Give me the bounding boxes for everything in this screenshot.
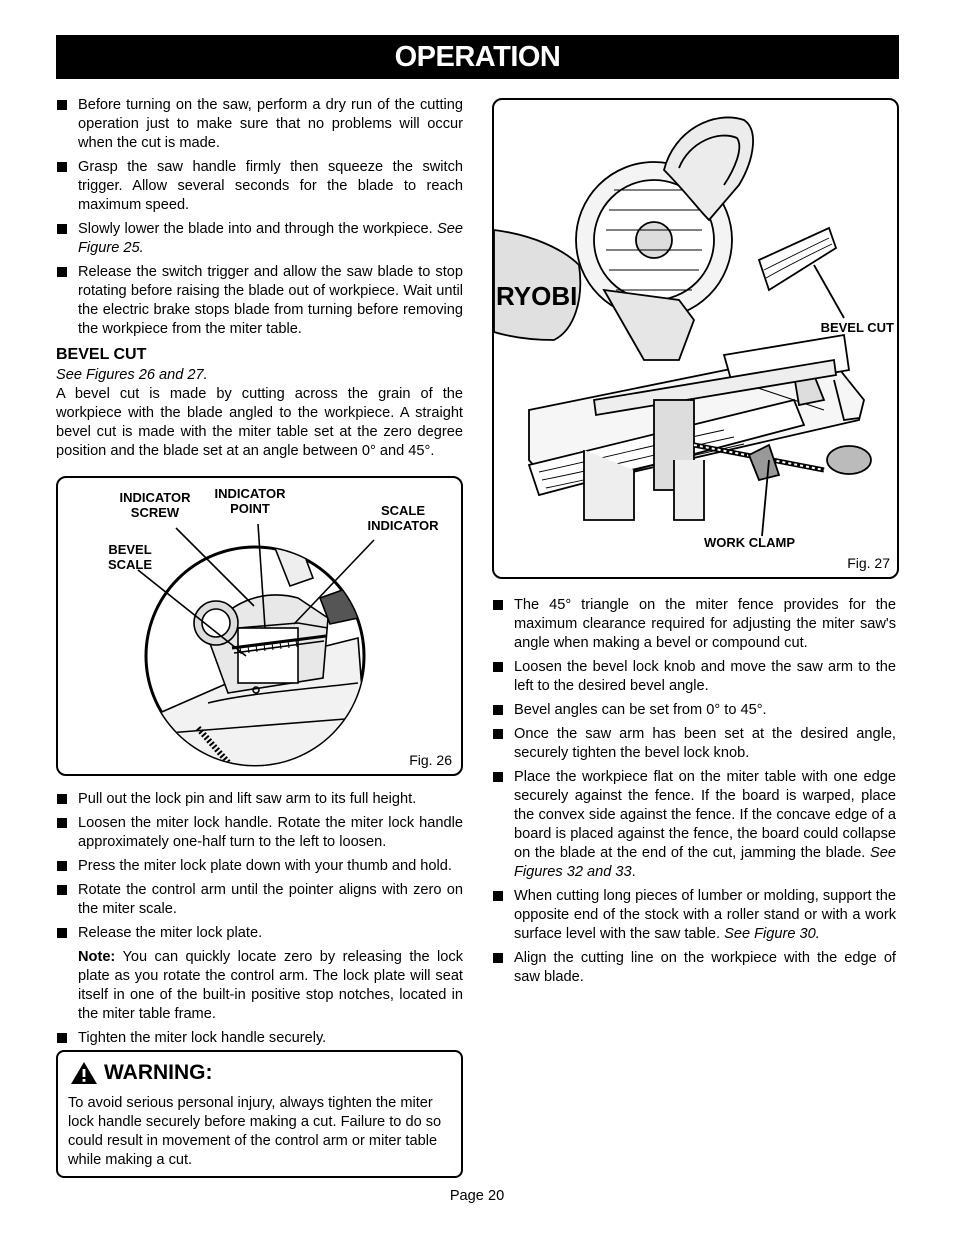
figure-27	[492, 98, 899, 579]
dry-run-steps	[56, 96, 463, 339]
list-item-end: .	[631, 864, 636, 880]
miter-lock-steps	[56, 790, 463, 1053]
list-item: Once the saw arm has been set at the desired angle, securely tighten the bevel lock knob.	[492, 725, 896, 763]
figure-label: Fig. 27	[847, 555, 890, 571]
warning-heading	[70, 1061, 213, 1085]
bevel-cut-description: A bevel cut is made by cutting across the grain of the workpiece with the blade angled to the workpiece. A straight bevel cut is made with the miter table set at the zero degree position and the blade set at an angle between 0° and 45°.	[56, 386, 463, 459]
page-title: OPERATION	[56, 35, 899, 79]
bevel-cut-heading: BEVEL CUT	[56, 346, 147, 363]
list-item: Before turning on the saw, perform a dry run of the cutting operation just to make sure that no problems will occur when the cut is made.	[56, 96, 463, 153]
list-item: Pull out the lock pin and lift saw arm to its full height.	[56, 790, 463, 809]
list-item: Rotate the control arm until the pointer aligns with zero on the miter scale.	[56, 881, 463, 919]
list-item: Align the cutting line on the workpiece with the edge of saw blade.	[492, 949, 896, 987]
work-clamp-label: WORK CLAMP	[704, 535, 795, 550]
list-item	[56, 220, 463, 258]
indicator-screw-label: INDICATOR SCREW	[119, 490, 191, 520]
figure-reference: See Figures 26 and 27.	[56, 367, 208, 383]
list-item: Grasp the saw handle firmly then squeeze the switch trigger. Allow several seconds for the blade to reach maximum speed.	[56, 158, 463, 215]
list-item-text: When cutting long pieces of lumber or molding, support the opposite end of the stock with a roller stand or with a work surface level with the saw table.	[514, 888, 896, 942]
list-item: Bevel angles can be set from 0° to 45°.	[492, 701, 896, 720]
list-item-text: Slowly lower the blade into and through the workpiece.	[78, 221, 433, 237]
right-column	[492, 596, 896, 992]
list-item: The 45° triangle on the miter fence provides for the maximum clearance required for adjusting the miter saw's angle when making a bevel or compound cut.	[492, 596, 896, 653]
warning-title: WARNING:	[104, 1061, 213, 1084]
list-item	[492, 768, 896, 882]
note-label: Note:	[78, 949, 116, 965]
scale-indicator-label: SCALE INDICATOR	[367, 503, 439, 533]
brand-text: RYOBI	[496, 281, 578, 311]
figure-26	[56, 476, 463, 776]
list-item: Release the switch trigger and allow the saw blade to stop rotating before raising the blade out of workpiece. Wait until the electric brake stops blade from turning before removing the workpiece from the miter table.	[56, 263, 463, 339]
miter-saw-illustration	[494, 100, 897, 577]
list-item: Press the miter lock plate down with your thumb and hold.	[56, 857, 463, 876]
list-item	[492, 887, 896, 944]
list-item: Release the miter lock plate.	[56, 924, 463, 943]
warning-box	[56, 1050, 463, 1178]
indicator-point-label: INDICATOR POINT	[214, 486, 286, 516]
figure-reference: See Figure 30.	[724, 926, 820, 942]
figure-reference: See Figure 25.	[78, 221, 463, 256]
warning-triangle-icon	[70, 1061, 98, 1085]
bevel-scale-label: BEVEL SCALE	[107, 542, 153, 572]
note-text: You can quickly locate zero by releasing the lock plate as you rotate the control arm. The lock plate will seat itself in one of the built-in positive stop notches, located in the miter table frame.	[78, 949, 463, 1022]
figure-reference: See Figures 32 and 33	[514, 845, 896, 880]
page-number: Page 20	[449, 1188, 505, 1204]
list-item-text: Place the workpiece flat on the miter table with one edge securely against the fence. If the board is warped, place the convex side against the fence. If the concave edge of a board is placed against the fence, the board could collapse on the blade at the end of the cut, jamming the blade.	[514, 769, 896, 861]
note	[56, 948, 463, 1024]
figure-label: Fig. 26	[409, 752, 452, 768]
left-column	[56, 96, 463, 461]
list-item: Loosen the miter lock handle. Rotate the miter lock handle approximately one-half turn to the left to loosen.	[56, 814, 463, 852]
list-item: Loosen the bevel lock knob and move the saw arm to the left to the desired bevel angle.	[492, 658, 896, 696]
bevel-cut-label: BEVEL CUT	[820, 320, 894, 335]
warning-text: To avoid serious personal injury, always tighten the miter lock handle securely before making a cut. Failure to do so could result in movement of the control arm or miter table while making a cut.	[68, 1095, 442, 1168]
list-item: Tighten the miter lock handle securely.	[56, 1029, 463, 1048]
